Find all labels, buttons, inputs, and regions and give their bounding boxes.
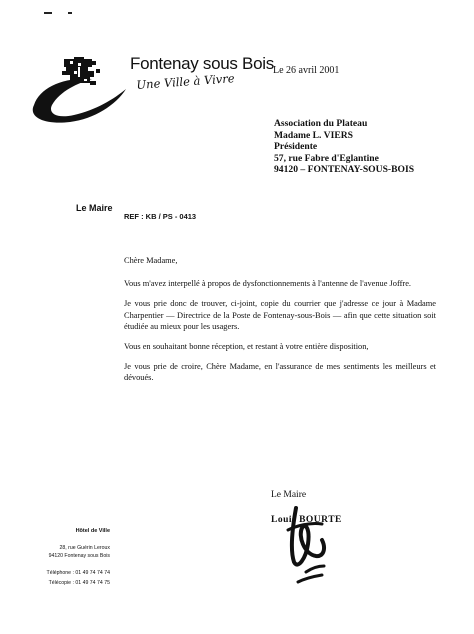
letter-date: Le 26 avril 2001 [273, 65, 340, 76]
recipient-line: Association du Plateau [274, 118, 368, 129]
city-logo-icon [30, 53, 130, 123]
footer-fax: Télécopie : 01 49 74 74 75 [48, 580, 110, 586]
body-paragraph: Je vous prie donc de trouver, ci-joint, copie du courrier que j'adresse ce jour à Madame Charpentier — Directrice de la Poste de Fontenay-sous-Bois — afin que cette situation soit étudiée au mieux pour les usagers. [124, 299, 436, 331]
closing-role: Le Maire [271, 490, 307, 500]
body-paragraph: Je vous prie de croire, Chère Madame, en l'assurance de mes sentiments les meilleurs et dévoués. [124, 362, 436, 383]
footer-address-line: 94120 Fontenay sous Bois [48, 553, 110, 559]
footer-phone: Téléphone : 01 49 74 74 74 [46, 570, 110, 576]
letter-body [124, 255, 436, 393]
body-paragraph: Vous en souhaitant bonne réception, et restant à votre entière disposition, [124, 342, 369, 352]
footer-contact [40, 528, 110, 587]
recipient-address [274, 118, 414, 176]
signatory-name: Louis BOURTE [271, 515, 342, 525]
recipient-line: 94120 – FONTENAY-SOUS-BOIS [274, 164, 415, 176]
reference-number: REF : KB / PS - 0413 [124, 212, 197, 221]
sender-title: Le Maire [76, 203, 113, 213]
letterhead-title: Fontenay sous Bois [130, 54, 274, 73]
handwritten-signature [276, 500, 336, 590]
punch-mark [44, 12, 52, 14]
footer-address-line: 28, rue Guérin Leroux [59, 545, 110, 551]
footer-place: Hôtel de Ville [75, 528, 110, 534]
recipient-line: Madame L. VIERS [274, 129, 353, 141]
recipient-line: Présidente [274, 141, 318, 153]
salutation: Chère Madame, [124, 256, 178, 265]
recipient-line: 57, rue Fabre d'Eglantine [274, 152, 379, 164]
punch-mark [68, 12, 72, 14]
letterhead-tagline: Une Ville à Vivre [136, 71, 235, 92]
body-paragraph: Vous m'avez interpellé à propos de dysfonctionnements à l'antenne de l'avenue Joffre. [124, 279, 412, 289]
